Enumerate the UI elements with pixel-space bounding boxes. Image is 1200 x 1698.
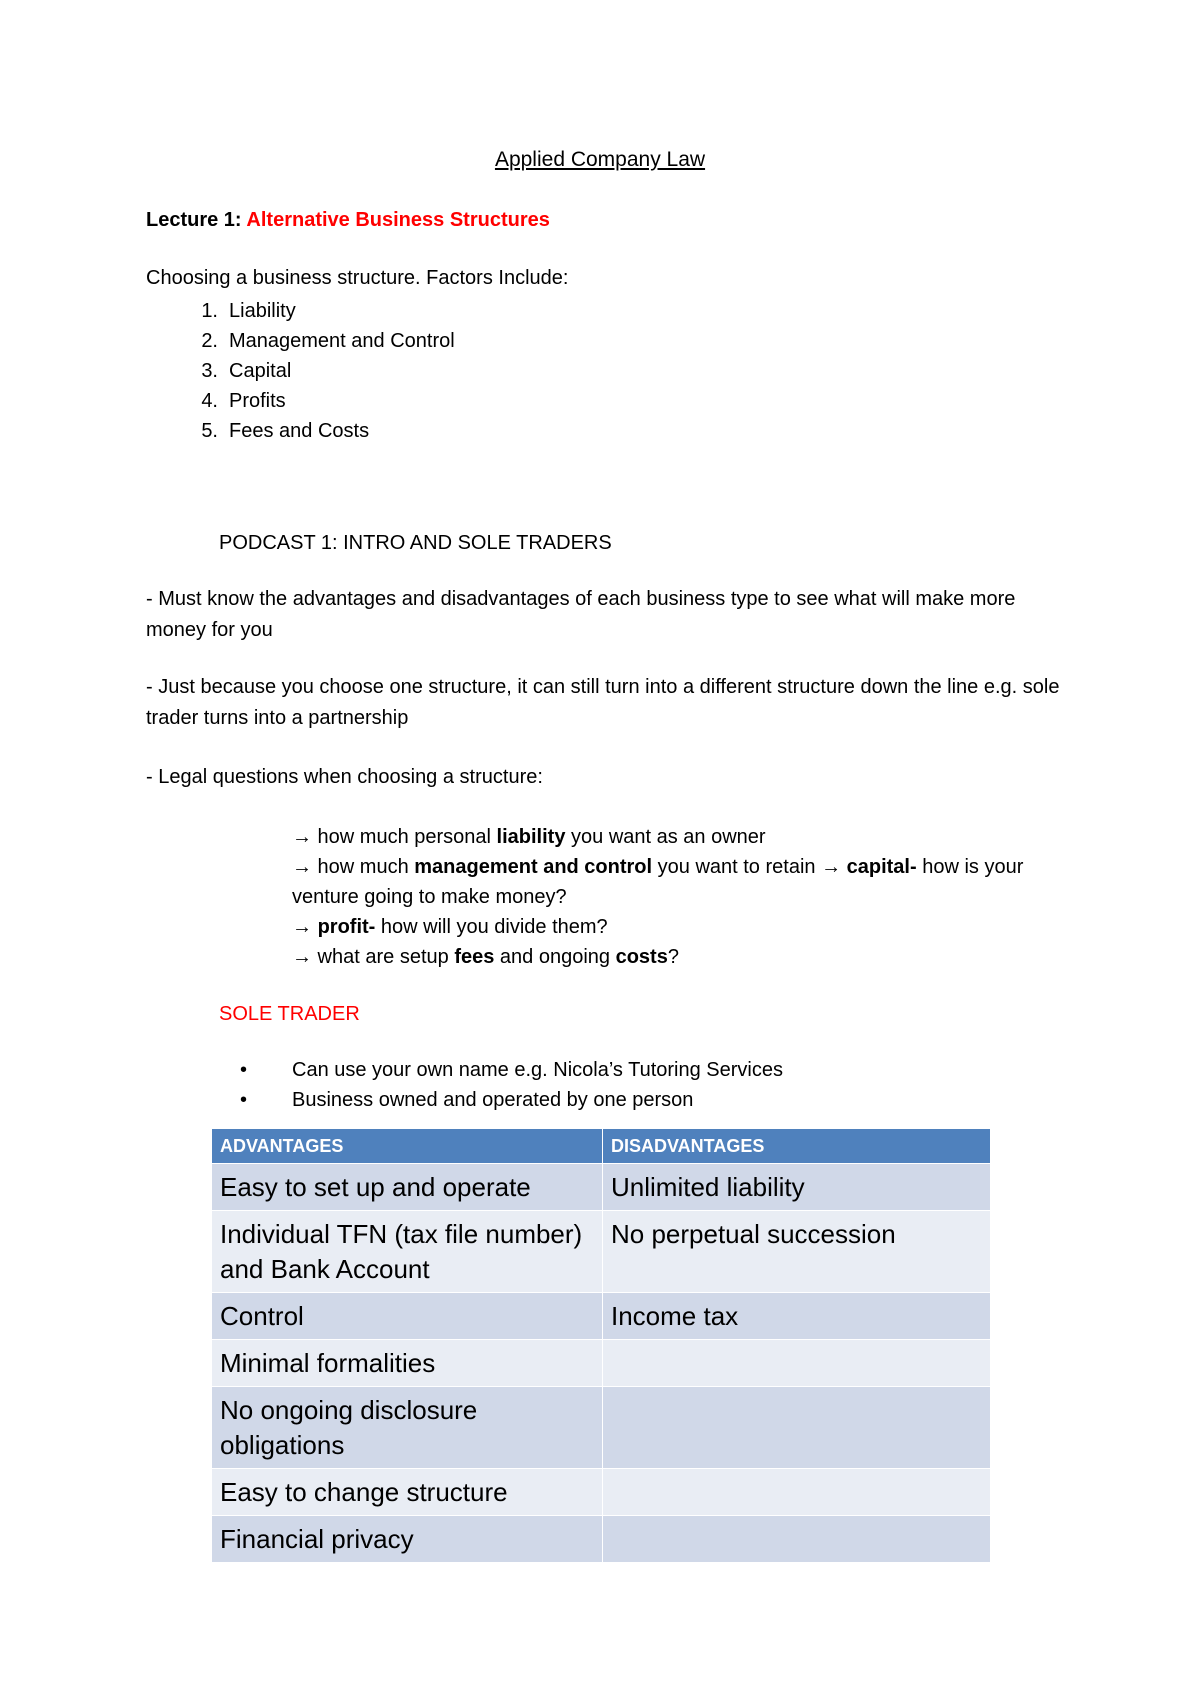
table-cell: Control [212,1293,603,1340]
column-header-advantages: ADVANTAGES [212,1129,603,1164]
list-item [146,296,455,326]
list-label: Fees and Costs [229,420,370,442]
sole-trader-bullets [240,1055,783,1115]
lecture-name: Alternative Business Structures [246,209,550,231]
list-item [146,416,455,446]
note-paragraph: - Legal questions when choosing a structure: [146,766,543,788]
list-number: 3. [201,360,218,382]
advantages-table [211,1128,991,1563]
table-cell [603,1340,991,1387]
table-row [212,1164,991,1211]
table-cell: Income tax [603,1293,991,1340]
table-row [212,1211,991,1293]
list-item [146,356,455,386]
table-row [212,1293,991,1340]
factors-list [146,296,455,446]
table-cell: Easy to set up and operate [212,1164,603,1211]
lecture-prefix: Lecture 1: [146,209,247,231]
table-cell [603,1516,991,1563]
table-cell: No perpetual succession [603,1211,991,1293]
note-paragraph: - Just because you choose one structure, it can still turn into a different structure down the line e.g. sole trader turns into a partnership [146,676,1060,729]
column-header-disadvantages: DISADVANTAGES [603,1129,991,1164]
list-label: Management and Control [229,330,455,352]
note-paragraph: - Must know the advantages and disadvantages of each business type to see what will make more money for you [146,588,1016,641]
table-cell: Unlimited liability [603,1164,991,1211]
table-header-row [212,1129,991,1164]
list-item [240,1085,783,1115]
question-line: → profit- how will you divide them? [292,916,608,938]
list-number: 1. [201,300,218,322]
table-row [212,1516,991,1563]
list-label: Capital [229,360,292,382]
table-cell [603,1387,991,1469]
list-number: 5. [201,420,218,442]
list-number: 4. [201,390,218,412]
table-cell [603,1469,991,1516]
lecture-heading [146,209,550,232]
bullet-icon: • [240,1059,248,1081]
bullet-text: Can use your own name e.g. Nicola’s Tutoring Services [292,1059,783,1081]
table-cell: No ongoing disclosure obligations [212,1387,603,1469]
sole-trader-heading: SOLE TRADER [219,1003,360,1025]
list-item [146,386,455,416]
list-item [146,326,455,356]
table-row [212,1387,991,1469]
list-number: 2. [201,330,218,352]
table-cell: Easy to change structure [212,1469,603,1516]
list-item [240,1055,783,1085]
list-label: Liability [229,300,296,322]
factors-intro: Choosing a business structure. Factors Include: [146,267,569,289]
legal-questions [292,822,1072,972]
list-label: Profits [229,390,286,412]
table-row [212,1469,991,1516]
table-cell: Individual TFN (tax file number) and Bank Account [212,1211,603,1293]
table-cell: Financial privacy [212,1516,603,1563]
podcast-heading: PODCAST 1: INTRO AND SOLE TRADERS [219,532,612,554]
table-row [212,1340,991,1387]
bullet-text: Business owned and operated by one person [292,1089,694,1111]
table-cell: Minimal formalities [212,1340,603,1387]
document-title: Applied Company Law [494,148,706,171]
question-line: → what are setup fees and ongoing costs? [292,946,679,968]
question-line: → how much management and control you want to retain → capital- how is your venture going to make money? [292,856,1024,908]
question-line: → how much personal liability you want as an owner [292,826,766,848]
bullet-icon: • [240,1089,248,1111]
